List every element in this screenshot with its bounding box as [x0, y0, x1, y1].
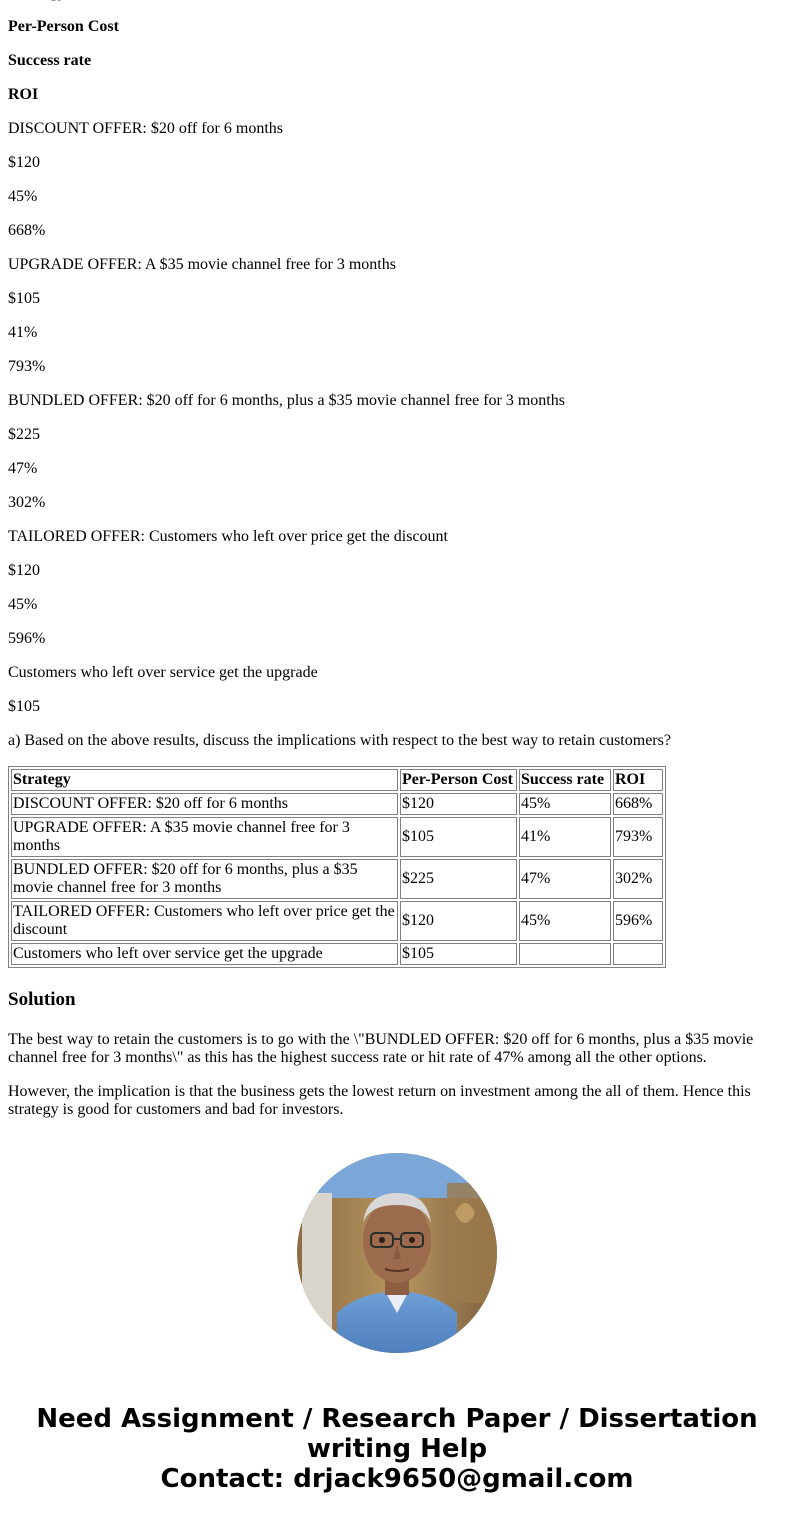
solution-paragraph: However, the implication is that the business gets the lowest return on investment among the all of them. Hence this strategy is good for customers and bad for investors. [8, 1083, 751, 1118]
list-item: DISCOUNT OFFER: $20 off for 6 months [8, 120, 283, 137]
table-cell: 47% [519, 859, 611, 899]
list-item: TAILORED OFFER: Customers who left over price get the discount [8, 528, 448, 545]
table-cell: 41% [519, 817, 611, 857]
list-item: 302% [8, 494, 46, 511]
avatar-photo [297, 1153, 497, 1353]
list-item: $120 [8, 154, 40, 171]
list-item: 41% [8, 324, 38, 341]
list-item: 47% [8, 460, 38, 477]
list-item: UPGRADE OFFER: A $35 movie channel free for 3 months [8, 256, 396, 273]
footer-banner [0, 1404, 794, 1494]
table-cell: Customers who left over service get the upgrade [11, 943, 398, 965]
table-row [11, 793, 663, 815]
list-item: 45% [8, 188, 38, 205]
table-cell: 302% [613, 859, 663, 899]
help-text: Need Assignment / Research Paper / Dissertation writing Help [36, 1404, 758, 1464]
table-row [11, 943, 663, 965]
list-header: Success rate [8, 52, 92, 69]
list-item: $105 [8, 290, 40, 307]
list-header: ROI [8, 86, 39, 103]
avatar [297, 1153, 497, 1353]
table-header-cell: Per-Person Cost [400, 769, 517, 791]
table-cell: 45% [519, 901, 611, 941]
table-cell: 793% [613, 817, 663, 857]
list-item: 793% [8, 358, 46, 375]
table-row [11, 817, 663, 857]
table-cell: UPGRADE OFFER: A $35 movie channel free for 3 months [11, 817, 398, 857]
table-cell: BUNDLED OFFER: $20 off for 6 months, plus a $35 movie channel free for 3 months [11, 859, 398, 899]
table-cell: DISCOUNT OFFER: $20 off for 6 months [11, 793, 398, 815]
solution-heading: Solution [8, 989, 76, 1010]
list-item: $120 [8, 562, 40, 579]
document-body [8, 0, 786, 1135]
table-header-cell: ROI [613, 769, 663, 791]
table-header-cell: Success rate [519, 769, 611, 791]
table-cell [613, 943, 663, 965]
list-item: 45% [8, 596, 38, 613]
table-cell: $105 [400, 943, 517, 965]
solution-paragraph: The best way to retain the customers is to go with the \"BUNDLED OFFER: $20 off for 6 months, plus a $35 movie channel free for 3 months\" as this has the highest success rate or hit rate of 47% among all the other options. [8, 1031, 754, 1066]
table-cell: 596% [613, 901, 663, 941]
table-cell: 668% [613, 793, 663, 815]
table-cell [519, 943, 611, 965]
list-item: $225 [8, 426, 40, 443]
list-item: 596% [8, 630, 46, 647]
list-item: 668% [8, 222, 46, 239]
table-header-row [11, 769, 663, 791]
strategy-table [8, 766, 666, 968]
question-text: a) Based on the above results, discuss the implications with respect to the best way to retain customers? [8, 732, 671, 749]
table-cell: $120 [400, 901, 517, 941]
table-cell: $105 [400, 817, 517, 857]
list-item: BUNDLED OFFER: $20 off for 6 months, plus a $35 movie channel free for 3 months [8, 392, 565, 409]
table-cell: TAILORED OFFER: Customers who left over price get the discount [11, 901, 398, 941]
table-row [11, 859, 663, 899]
table-row [11, 901, 663, 941]
table-cell: $120 [400, 793, 517, 815]
table-cell: $225 [400, 859, 517, 899]
list-item: $105 [8, 698, 40, 715]
contact-text: Contact: drjack9650@gmail.com [160, 1464, 634, 1494]
list-item: Customers who left over service get the upgrade [8, 664, 318, 681]
list-header [8, 0, 786, 2]
list-header: Per-Person Cost [8, 18, 119, 35]
table-cell: 45% [519, 793, 611, 815]
table-header-cell: Strategy [11, 769, 398, 791]
